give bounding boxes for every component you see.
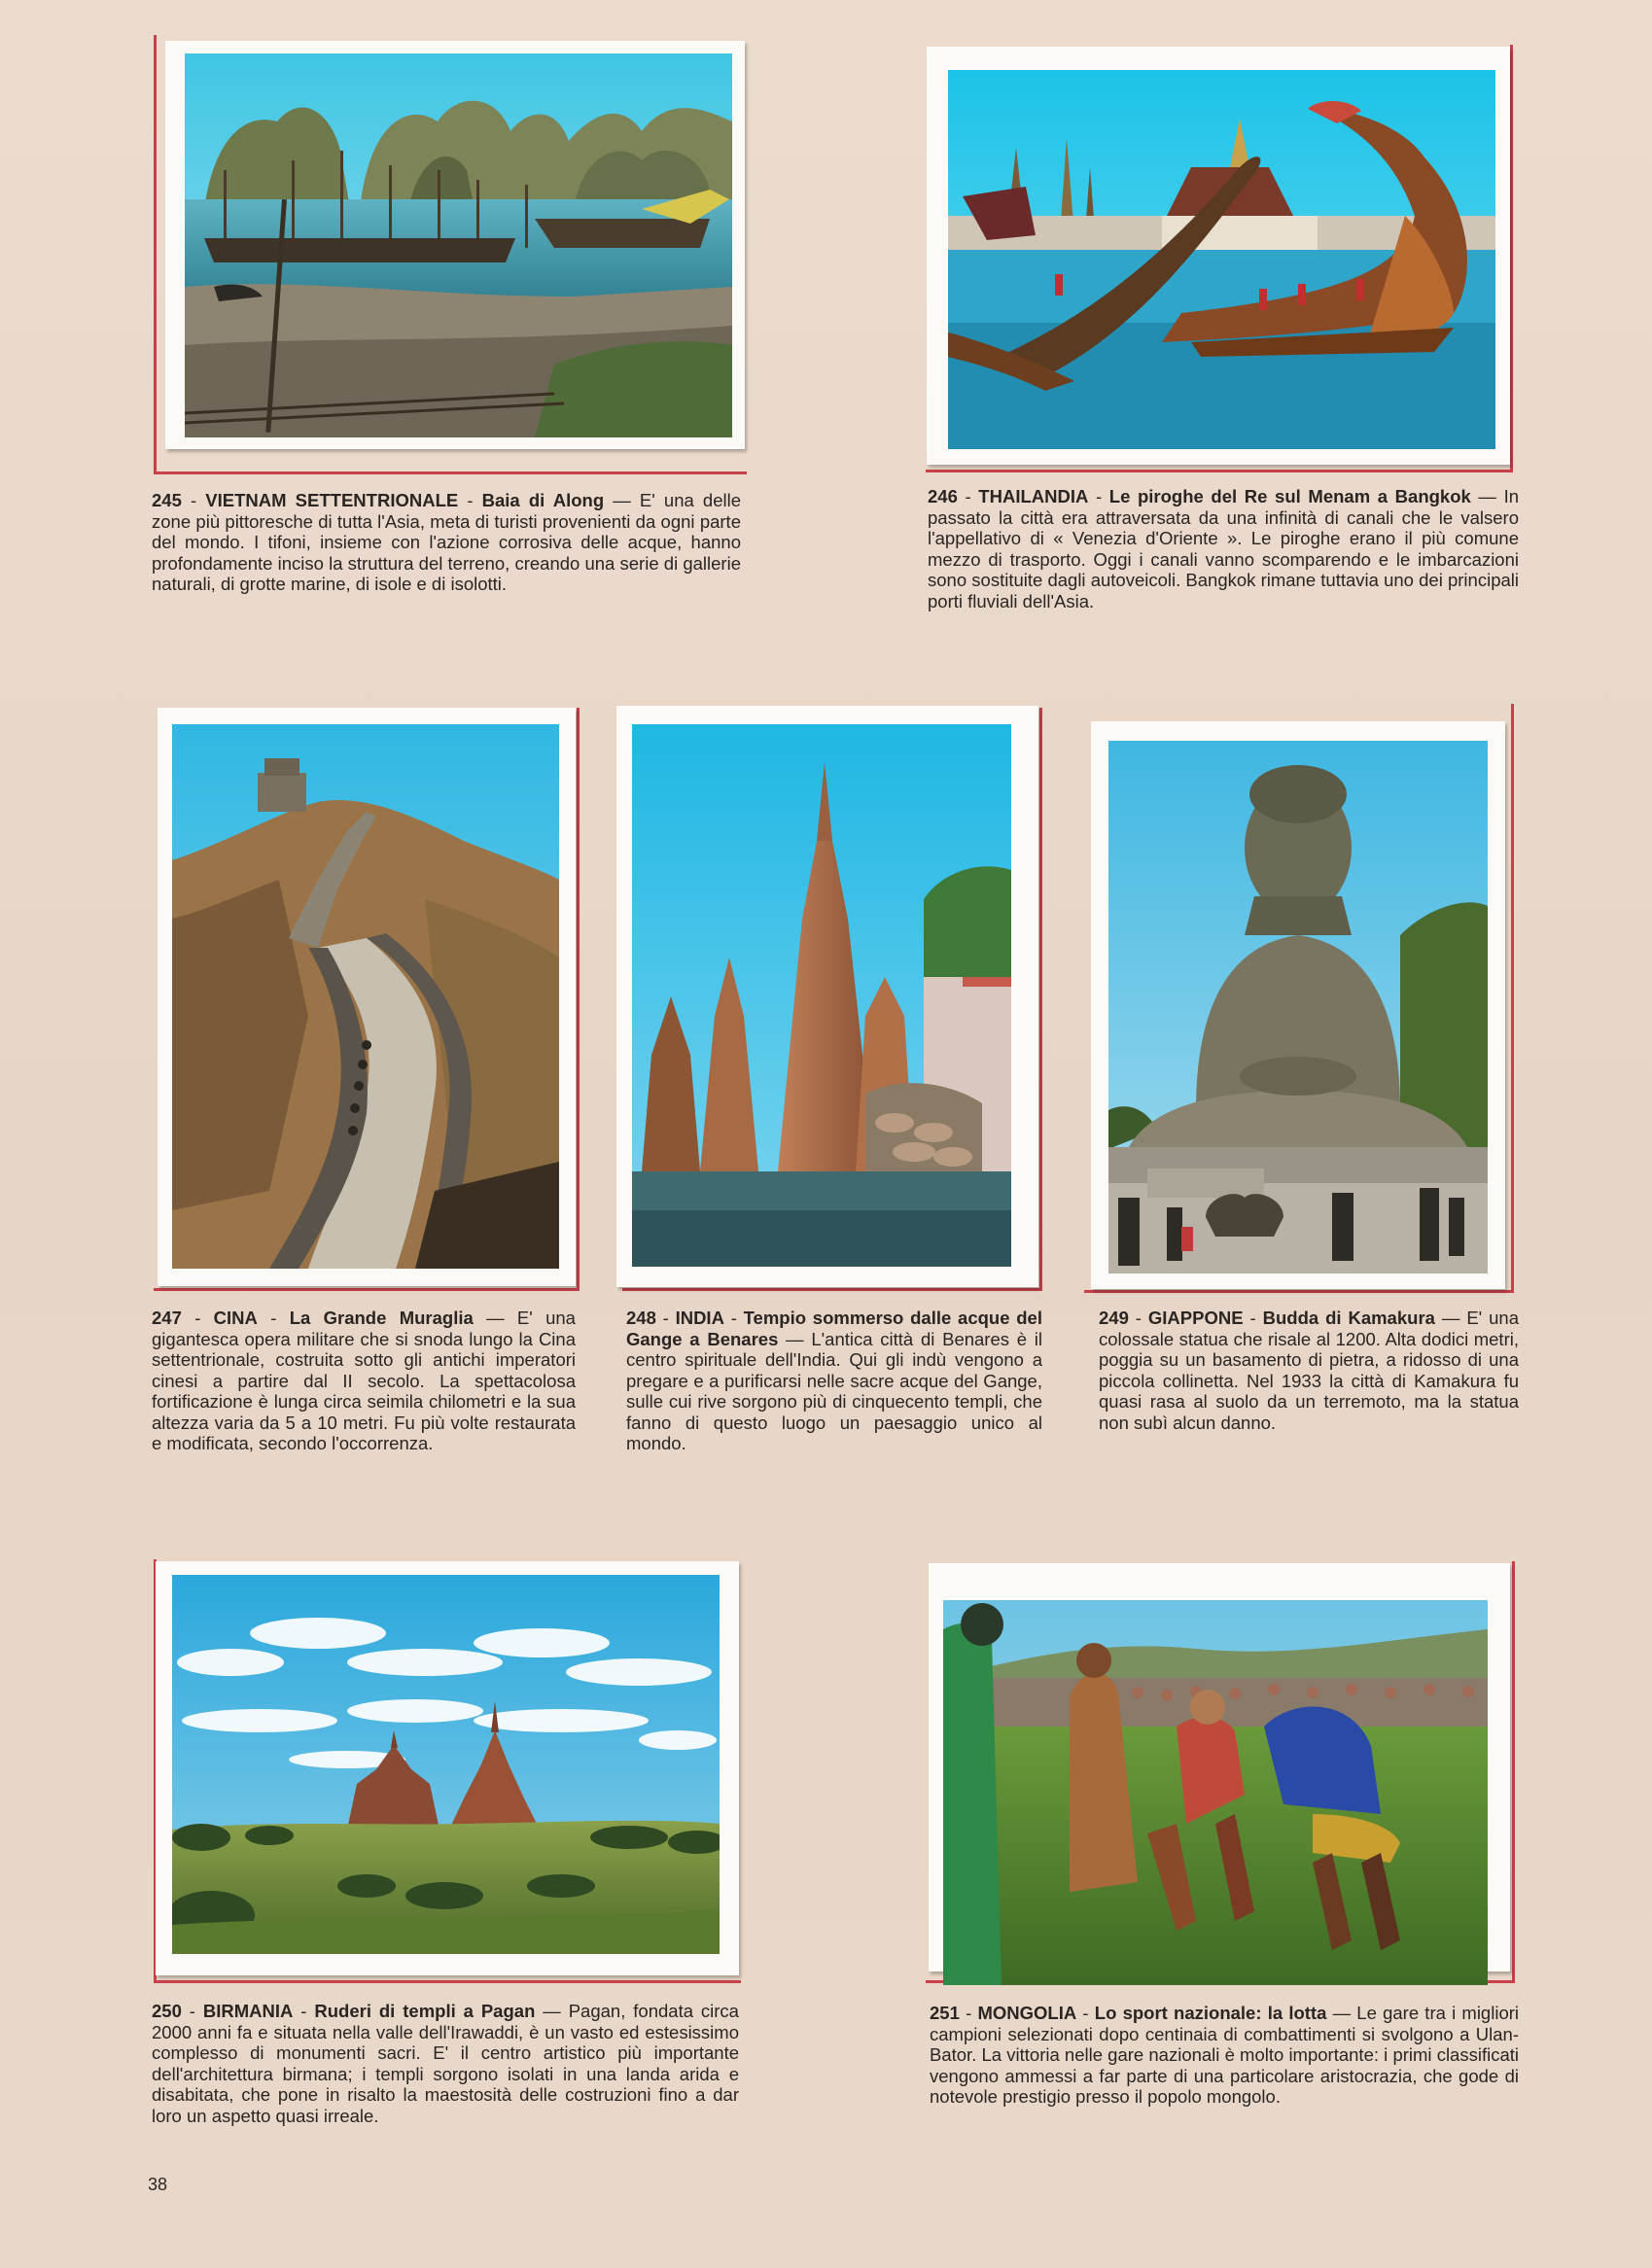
photo-royal-barges (948, 70, 1495, 449)
card-country: INDIA (675, 1308, 724, 1328)
caption-246: 246 - THAILANDIA - Le piroghe del Re sul Menam a Bangkok — In passato la città era attraversata da una infinità di canali che le valsero l'appellativo di « Venezia d'Oriente ». Le piroghe erano il più comune mezzo di trasporto. Oggi i canali vanno scomparendo e le imbarcazioni sono sostituite dagli autoveicoli. Bangkok rimane tuttavia uno dei principali porti fluviali dell'Asia. (928, 486, 1519, 611)
card-subject: Ruderi di templi a Pagan (314, 2001, 536, 2021)
caption-251: 251 - MONGOLIA - Lo sport nazionale: la lotta — Le gare tra i migliori campioni selezionati dopo centinaia di combattimenti si svolgono a Ulan-Bator. La vittoria nelle gare nazionali è molto importante: i primi classificati vengono ammessi a far parte di una particolare aristocrazia, che gode di notevole prestigio presso il popolo mongolo. (930, 2003, 1519, 2107)
card-number: 250 (152, 2001, 182, 2021)
card-description: Pagan, fondata circa 2000 anni fa e situata nella valle dell'Irawaddi, è un vasto ed estesissimo complesso di monumenti sacri. E' il centro artistico più importante dell'architettura birmana; i templi sorgono isolati in una landa arida e disabitata, che pone in risalto la maestosità delle costruzioni fino a dar loro un aspetto quasi irreale. (152, 2001, 739, 2126)
caption-247: 247 - CINA - La Grande Muraglia — E' una gigantesca opera militare che si snoda lungo la Cina settentrionale, costruita sotto gli antichi imperatori cinesi a partire dal II secolo. La spettacolosa fortificazione è lunga circa seimila chilometri e la sua altezza varia da 5 a 10 metri. Fu più volte restaurata e modificata, secondo l'occorrenza. (152, 1308, 576, 1453)
card-subject: Budda di Kamakura (1262, 1308, 1435, 1328)
card-number: 245 (152, 490, 182, 510)
card-country: VIETNAM SETTENTRIONALE (205, 490, 459, 510)
card-number: 246 (928, 486, 958, 506)
photo-mongolian-wrestling (943, 1600, 1488, 1985)
caption-245: 245 - VIETNAM SETTENTRIONALE - Baia di Along — E' una delle zone più pittoresche di tutta l'Asia, meta di turisti provenienti da ogni parte del mondo. I tifoni, insieme con l'azione corrosiva delle acque, hanno profondamente inciso la struttura del terreno, creando una serie di gallerie naturali, di grotte marine, di isole e di isolotti. (152, 490, 741, 594)
card-subject: Baia di Along (481, 490, 605, 510)
photo-halong-bay (185, 53, 732, 437)
card-number: 251 (930, 2003, 960, 2023)
card-description: E' una gigantesca opera militare che si snoda lungo la Cina settentrionale, costruita sotto gli antichi imperatori cinesi a partire dal II secolo. La spettacolosa fortificazione è lunga circa seimila chilometri e la sua altezza varia da 5 a 10 metri. Fu più volte restaurata e modificata, secondo l'occorrenza. (152, 1308, 576, 1453)
photo-pagan-temples (172, 1575, 720, 1954)
card-number: 248 (626, 1308, 656, 1328)
photo-benares-temple (632, 724, 1011, 1267)
photo-kamakura-buddha (1108, 741, 1488, 1274)
caption-250: 250 - BIRMANIA - Ruderi di templi a Pagan — Pagan, fondata circa 2000 anni fa e situata nella valle dell'Irawaddi, è un vasto ed estesissimo complesso di monumenti sacri. E' il centro artistico più importante dell'architettura birmana; i templi sorgono isolati in una landa arida e disabitata, che pone in risalto la maestosità delle costruzioni fino a dar loro un aspetto quasi irreale. (152, 2001, 739, 2126)
caption-248: 248 - INDIA - Tempio sommerso dalle acque del Gange a Benares — L'antica città di Benares è il centro spirituale dell'India. Qui gli indù vengono a pregare e a purificarsi nelle sacre acque del Gange, sulle cui rive sorgono più di cinquecento templi, che fanno di questo luogo un paesaggio unico al mondo. (626, 1308, 1043, 1453)
card-country: MONGOLIA (977, 2003, 1077, 2023)
card-country: BIRMANIA (202, 2001, 294, 2021)
card-description: E' una colossale statua che risale al 1200. Alta dodici metri, poggia su un basamento di pietra, a ridosso di una piccola collinetta. Nel 1933 la città di Kamakura fu quasi rasa al suolo da un terremoto, ma la statua non subì alcun danno. (1099, 1308, 1519, 1433)
card-subject: Lo sport nazionale: la lotta (1094, 2003, 1327, 2023)
card-number: 247 (152, 1308, 182, 1328)
card-number: 249 (1099, 1308, 1129, 1328)
card-country: THAILANDIA (978, 486, 1089, 506)
card-subject: Le piroghe del Re sul Menam a Bangkok (1108, 486, 1471, 506)
card-subject: La Grande Muraglia (289, 1308, 474, 1328)
page-number: 38 (148, 2175, 168, 2194)
card-description: L'antica città di Benares è il centro spirituale dell'India. Qui gli indù vengono a pregare e a purificarsi nelle sacre acque del Gange, sulle cui rive sorgono più di cinquecento templi, che fanno di questo luogo un paesaggio unico al mondo. (626, 1328, 1043, 1453)
card-description: Le gare tra i migliori campioni selezionati dopo centinaia di combattimenti si svolgono a Ulan-Bator. La vittoria nelle gare nazionali è molto importante: i primi classificati vengono ammessi a far parte di una particolare aristocrazia, che gode di notevole prestigio presso il popolo mongolo. (930, 2003, 1519, 2107)
card-description: In passato la città era attraversata da una infinità di canali che le valsero l'appellativo di « Venezia d'Oriente ». Le piroghe erano il più comune mezzo di trasporto. Oggi i canali vanno scomparendo e le imbarcazioni sono sostituite dagli autoveicoli. Bangkok rimane tuttavia uno dei principali porti fluviali dell'Asia. (928, 486, 1519, 611)
card-country: CINA (213, 1308, 258, 1328)
card-country: GIAPPONE (1147, 1308, 1244, 1328)
card-description: E' una delle zone più pittoresche di tutta l'Asia, meta di turisti provenienti da ogni parte del mondo. I tifoni, insieme con l'azione corrosiva delle acque, hanno profondamente inciso la struttura del terreno, creando una serie di gallerie naturali, di grotte marine, di isole e di isolotti. (152, 490, 741, 594)
card-subject: Tempio sommerso dalle acque del Gange a Benares (626, 1308, 1042, 1349)
caption-249: 249 - GIAPPONE - Budda di Kamakura — E' una colossale statua che risale al 1200. Alta dodici metri, poggia su un basamento di pietra, a ridosso di una piccola collinetta. Nel 1933 la città di Kamakura fu quasi rasa al suolo da un terremoto, ma la statua non subì alcun danno. (1099, 1308, 1519, 1433)
photo-great-wall (172, 724, 559, 1269)
